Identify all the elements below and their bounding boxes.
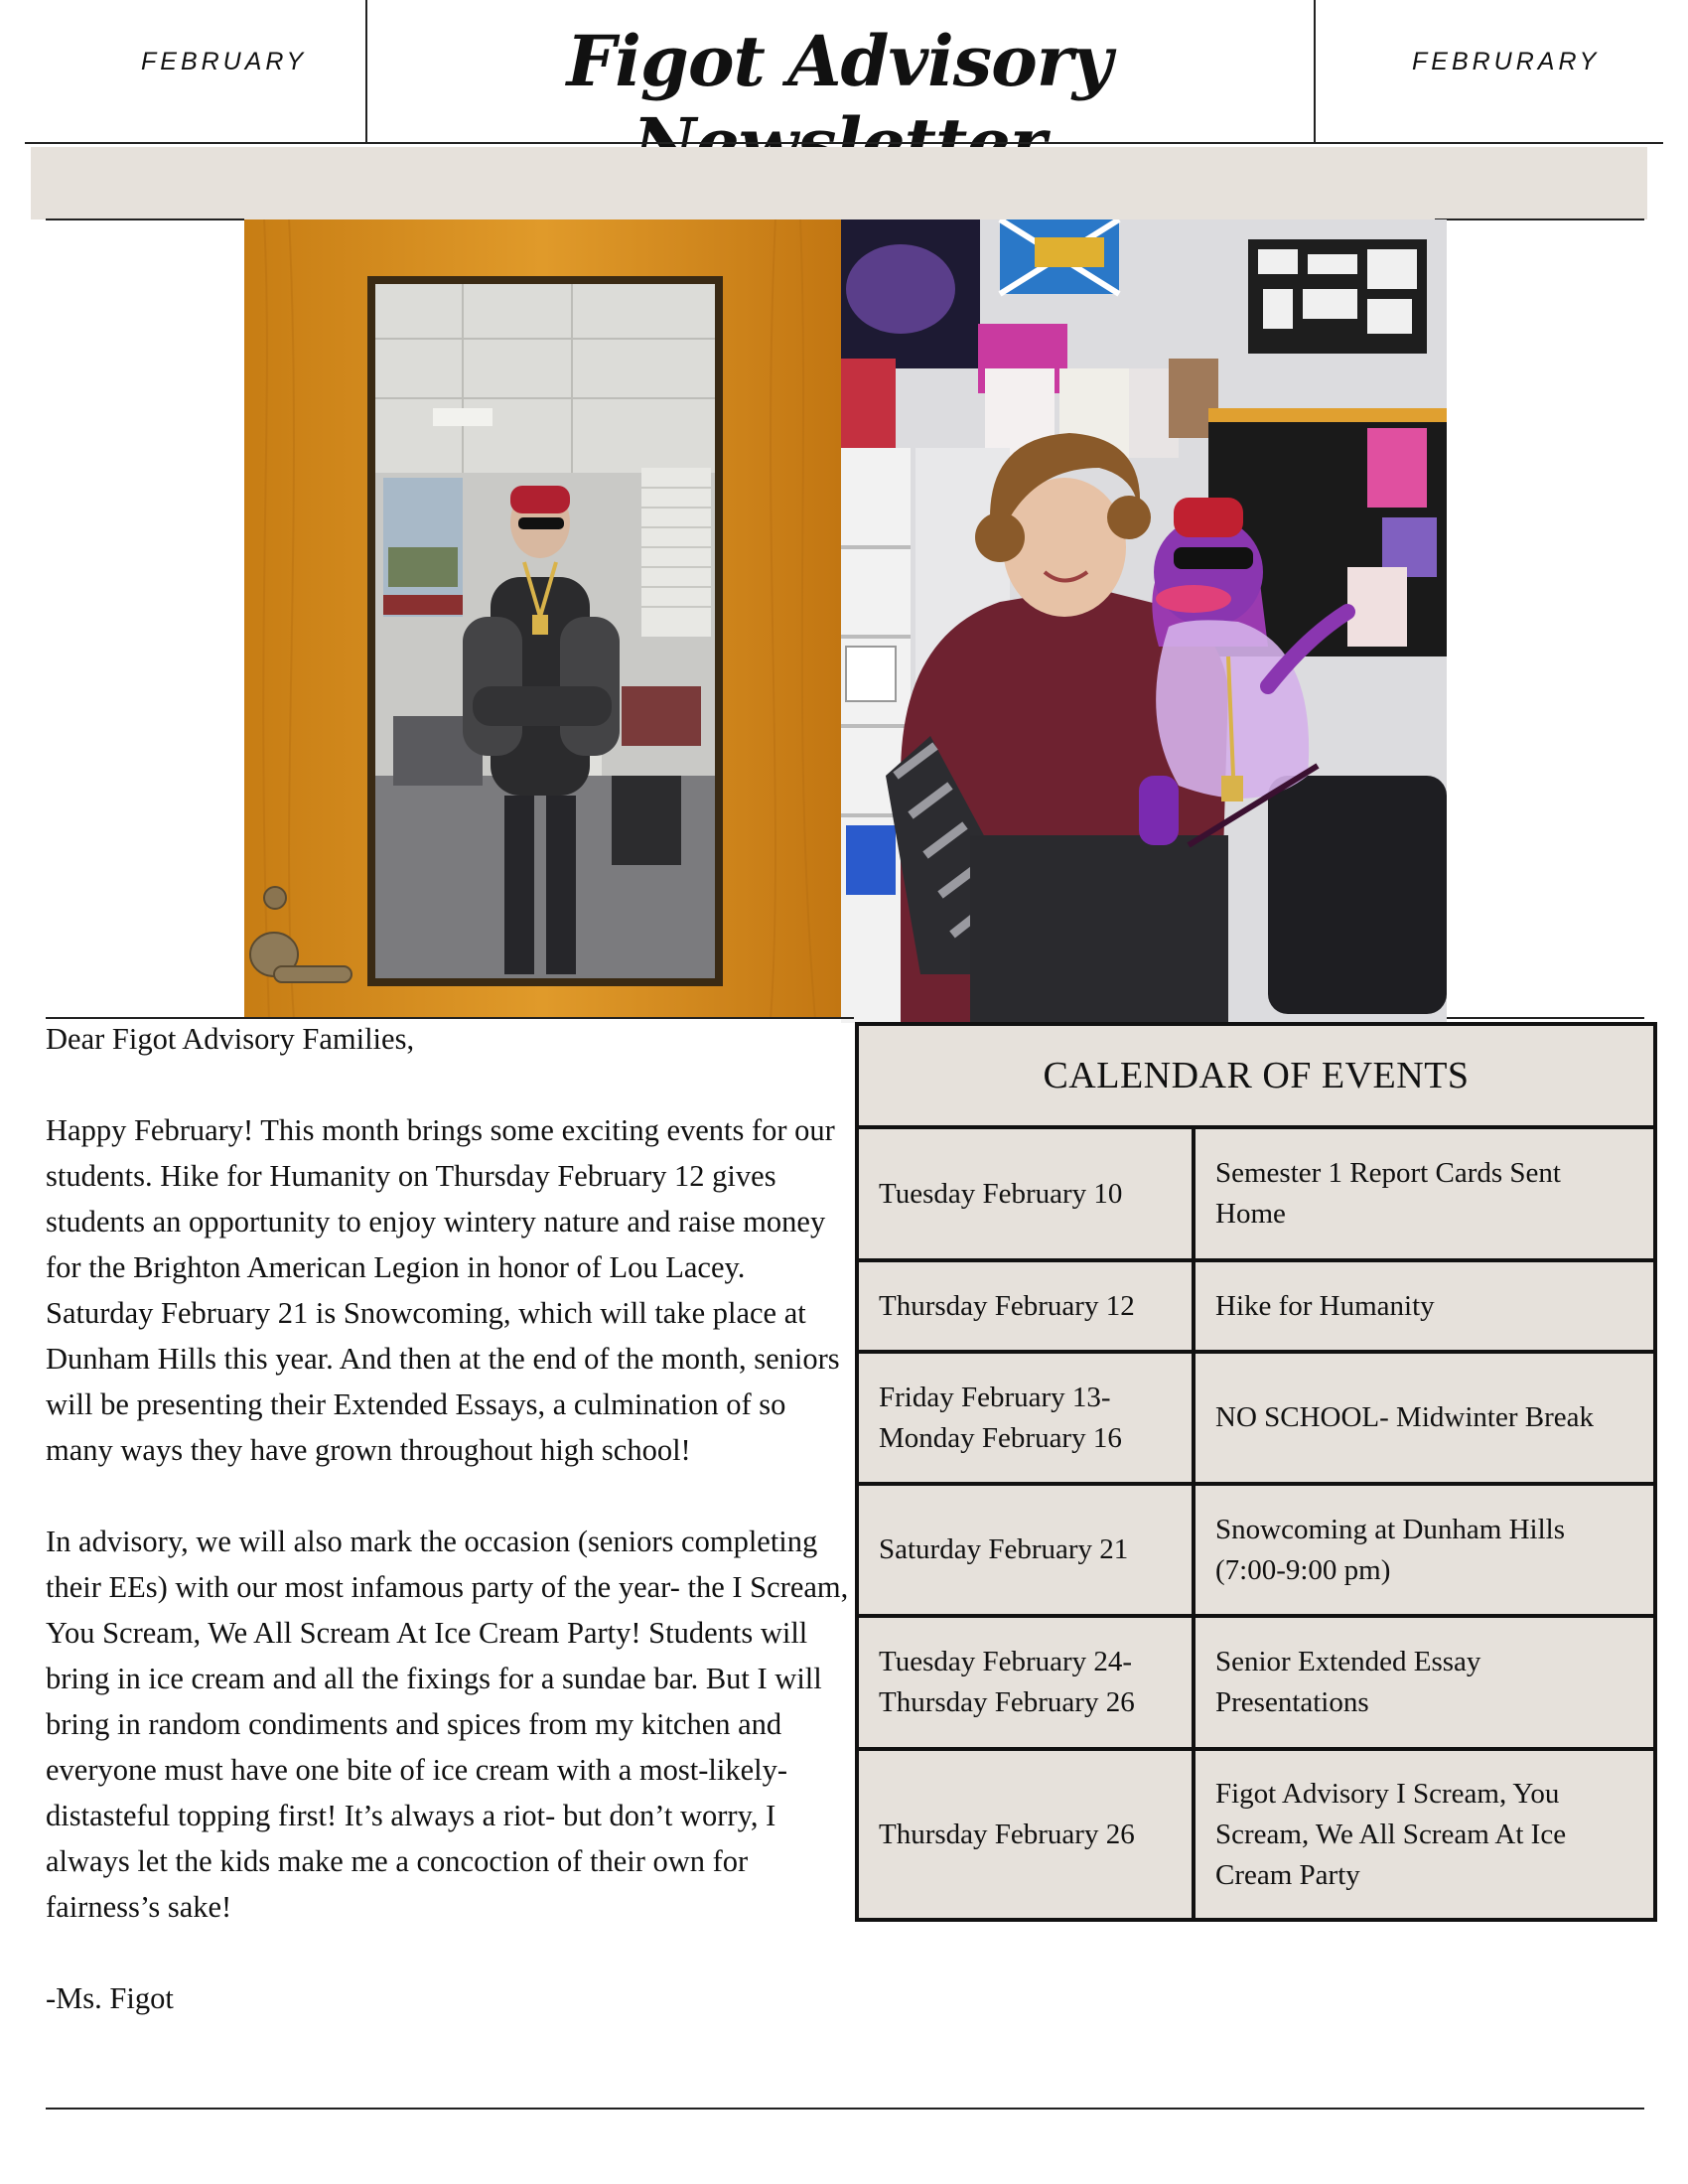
- newsletter-title: Figot Advisory: [566, 20, 1112, 102]
- header-band: [31, 147, 1647, 219]
- calendar-date-line: Thursday February 26: [879, 1818, 1135, 1850]
- calendar-event-line: NO SCHOOL- Midwinter Break: [1215, 1401, 1594, 1433]
- header-divider-right: [1314, 0, 1316, 143]
- calendar-event-line: Scream, We All Scream At Ice: [1215, 1818, 1567, 1850]
- calendar-row: [859, 1262, 1653, 1354]
- calendar-event-line: Senior Extended Essay: [1215, 1646, 1481, 1677]
- calendar-event: [1196, 1262, 1653, 1350]
- letter-signature: -Ms. Figot: [46, 1981, 174, 2015]
- letter-paragraph-2: In advisory, we will also mark the occasion (seniors completing their EEs) with our most infamous party of the year- the I Scream, You Scream, We All Scream At Ice Cream Party! Students will bring in ice cream and all the fixings for a sundae bar. But I will bring in random condiments and spices from my kitchen and everyone must have one bite of ice cream with a most-likely-distasteful topping first! It’s always a riot- but don’t worry, I always let the kids make me a concoction of their own for fairness’s sake!: [46, 1525, 849, 1924]
- calendar-event-line: (7:00-9:00 pm): [1215, 1553, 1391, 1586]
- calendar-event: [1196, 1129, 1653, 1258]
- calendar-event: [1196, 1618, 1653, 1747]
- calendar-row: [859, 1354, 1653, 1486]
- calendar-event-line: Hike for Humanity: [1215, 1289, 1435, 1322]
- calendar-row: [859, 1618, 1653, 1751]
- calendar-row: [859, 1486, 1653, 1618]
- calendar-date-line: Saturday February 21: [879, 1533, 1129, 1565]
- header-month-right: FEBRURARY: [1412, 48, 1601, 75]
- calendar-date: [859, 1354, 1196, 1482]
- calendar-event: [1196, 1486, 1653, 1614]
- calendar-date-line: Tuesday February 10: [879, 1177, 1123, 1210]
- calendar-event-line: Figot Advisory I Scream, You: [1215, 1777, 1560, 1810]
- calendar-row: [859, 1129, 1653, 1262]
- calendar-event: [1196, 1354, 1653, 1482]
- calendar-event-line: Home: [1215, 1198, 1286, 1230]
- calendar-of-events: [855, 1022, 1657, 1922]
- photo-door-window: [244, 219, 841, 1019]
- calendar-date: [859, 1262, 1196, 1350]
- calendar-event-line: Presentations: [1215, 1686, 1369, 1718]
- calendar-date-line: Friday February 13-: [879, 1381, 1111, 1413]
- section-rule-right: [1447, 1017, 1644, 1019]
- calendar-date-line: Thursday February 26: [879, 1686, 1135, 1718]
- calendar-event: [1196, 1751, 1653, 1918]
- letter-paragraph-1: Happy February! This month brings some exciting events for our students. Hike for Humanity on Thursday February 12 gives students an opportunity to enjoy wintery nature and raise money for the Brighton American Legion in honor of Lou Lacey. Saturday February 21 is Snowcoming, which will take place at Dunham Hills this year. And then at the end of the month, seniors will be presenting their Extended Essays, a culmination of so many ways they have grown throughout high school!: [46, 1113, 840, 1467]
- photo-student-with-puppet: [841, 219, 1447, 1023]
- header-rule: [25, 142, 1663, 144]
- calendar-date-line: Thursday February 12: [879, 1289, 1135, 1322]
- calendar-title: CALENDAR OF EVENTS: [859, 1026, 1653, 1129]
- calendar-date: [859, 1486, 1196, 1614]
- calendar-date-line: Monday February 16: [879, 1421, 1122, 1454]
- footer-rule: [46, 2108, 1644, 2110]
- calendar-row: [859, 1751, 1653, 1918]
- calendar-date: [859, 1129, 1196, 1258]
- letter-greeting: Dear Figot Advisory Families,: [46, 1022, 415, 1056]
- calendar-date-line: Tuesday February 24-: [879, 1646, 1133, 1677]
- letter-to-families: [46, 1016, 850, 2067]
- calendar-event-line: Cream Party: [1215, 1858, 1360, 1891]
- band-rule-left: [46, 218, 244, 220]
- calendar-date: [859, 1751, 1196, 1918]
- calendar-date: [859, 1618, 1196, 1747]
- calendar-event-line: Snowcoming at Dunham Hills: [1215, 1513, 1566, 1545]
- header-month-left: FEBRUARY: [141, 48, 308, 75]
- band-rule-right: [1435, 218, 1644, 220]
- calendar-event-line: Semester 1 Report Cards Sent: [1215, 1157, 1561, 1189]
